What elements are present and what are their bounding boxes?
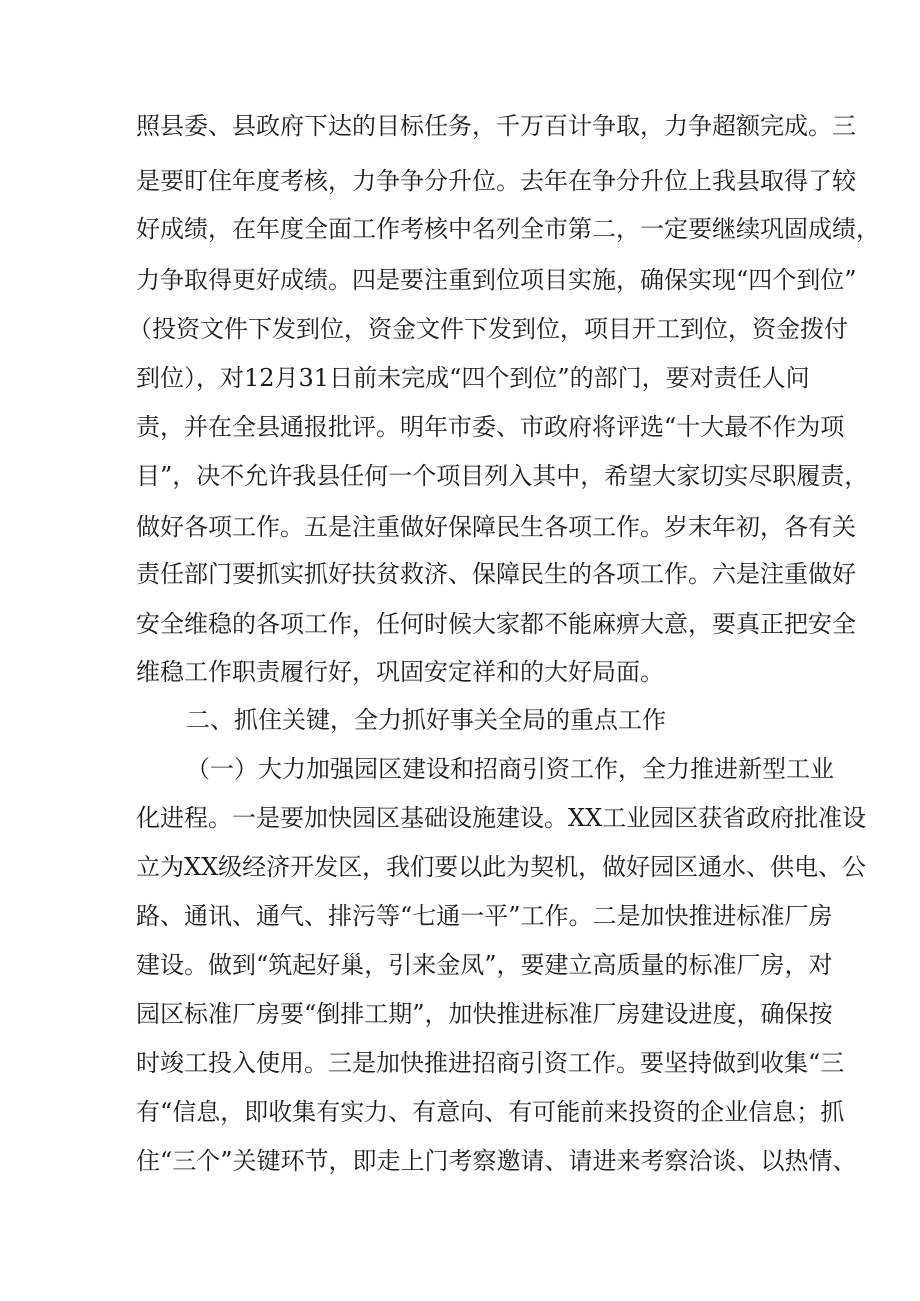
paragraph-line: 好成绩，在年度全面工作考核中名列全市第二，一定要继续巩固成绩，	[136, 215, 880, 243]
paragraph-line: 照县委、县政府下达的目标任务，千万百计争取，力争超额完成。三	[136, 112, 856, 140]
paragraph-line: 到位），对12月31日前未完成“四个到位”的部门，要对责任人问	[136, 364, 810, 392]
paragraph-line: 责，并在全县通报批评。明年市委、市政府将评选“十大最不作为项	[136, 413, 845, 441]
paragraph-line: 住“三个”关键环节，即走上门考察邀请、请进来考察洽谈、以热情、	[136, 1147, 857, 1175]
paragraph-line: （投资文件下发到位，资金文件下发到位，项目开工到位，资金拨付	[128, 315, 848, 343]
paragraph-line: 安全维稳的各项工作，任何时候大家都不能麻痹大意，要真正把安全	[136, 610, 856, 638]
paragraph-line: 力争取得更好成绩。四是要注重到位项目实施，确保实现“四个到位”	[136, 266, 857, 294]
paragraph-line: 园区标准厂房要“倒排工期”，加快推进标准厂房建设进度，确保按	[136, 1000, 833, 1028]
subsection-heading-line: （一）大力加强园区建设和招商引资工作，全力推进新型工业	[186, 755, 834, 783]
paragraph-line: 是要盯住年度考核，力争争分升位。去年在争分升位上我县取得了较	[136, 167, 856, 195]
paragraph-line: 维稳工作职责履行好，巩固安定祥和的大好局面。	[136, 658, 664, 686]
paragraph-line: 化进程。一是要加快园区基础设施建设。XX工业园区获省政府批准设	[136, 804, 867, 832]
paragraph-line: 目”，决不允许我县任何一个项目列入其中，希望大家切实尽职履责，	[136, 462, 869, 490]
paragraph-line: 立为XX级经济开发区，我们要以此为契机，做好园区通水、供电、公	[136, 853, 867, 881]
paragraph-line: 路、通讯、通气、排污等“七通一平”工作。二是加快推进标准厂房	[136, 902, 833, 930]
paragraph-line: 责任部门要抓实抓好扶贫救济、保障民生的各项工作。六是注重做好	[136, 560, 856, 588]
paragraph-line: 有“信息，即收集有实力、有意向、有可能前来投资的企业信息；抓	[136, 1098, 845, 1126]
paragraph-line: 做好各项工作。五是注重做好保障民生各项工作。岁末年初，各有关	[136, 513, 856, 541]
paragraph-line: 建设。做到“筑起好巢，引来金凤”，要建立高质量的标准厂房，对	[136, 951, 833, 979]
paragraph-line: 时竣工投入使用。三是加快推进招商引资工作。要坚持做到收集“三	[136, 1049, 845, 1077]
section-heading: 二、抓住关键，全力抓好事关全局的重点工作	[186, 706, 666, 734]
